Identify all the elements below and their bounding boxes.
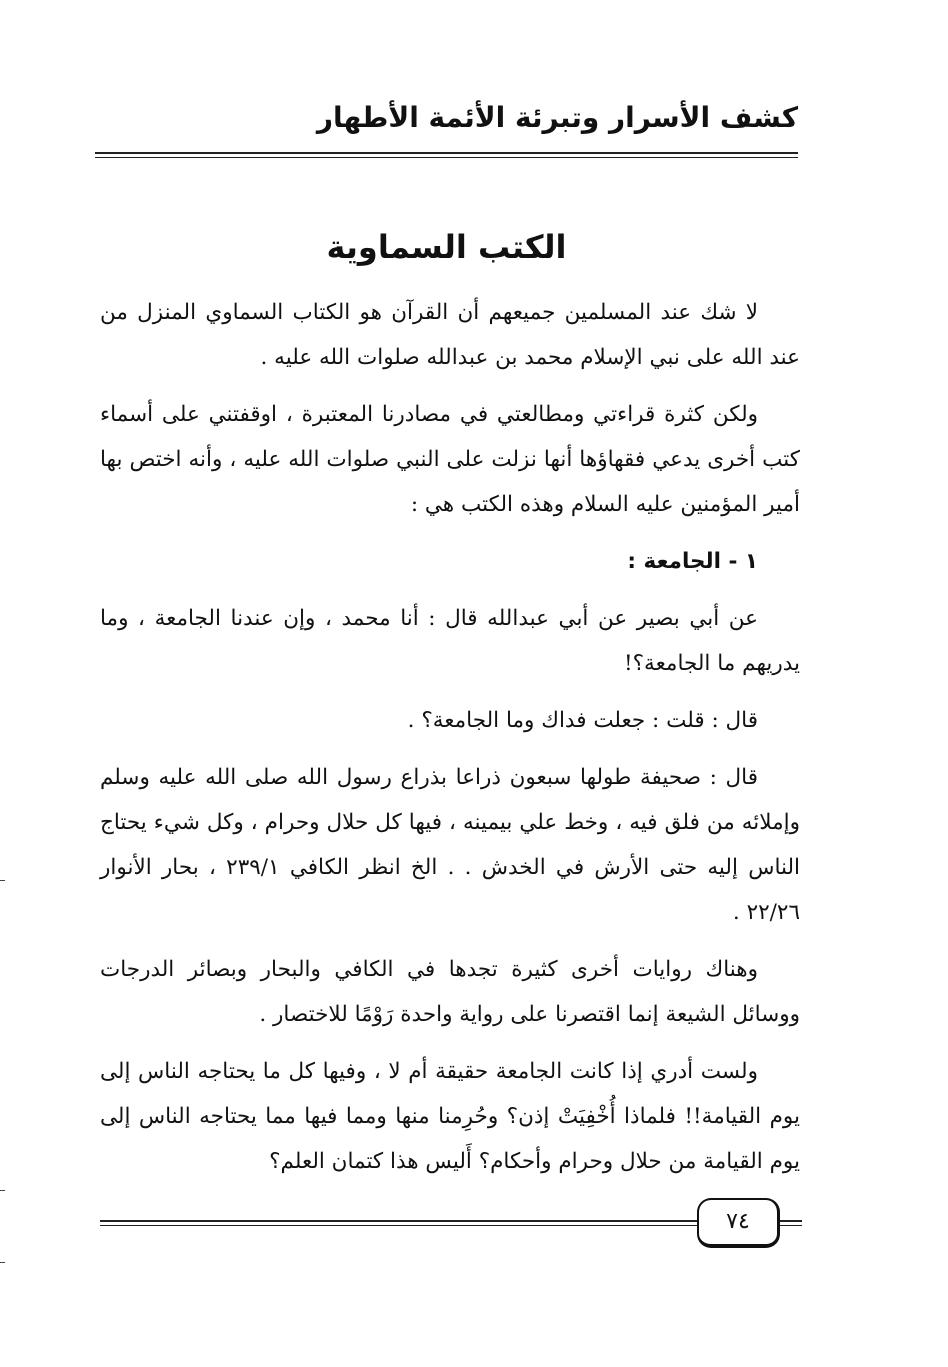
- header-double-rule: [95, 152, 798, 158]
- paragraph-7: ولست أدري إذا كانت الجامعة حقيقة أم لا ، وفيها كل ما يحتاجه الناس إلى يوم القيامة!! فلماذا أُخْفِيَتْ إذن؟ وحُرِمنا منها ومما فيها مما يحتاجه الناس إلى يوم القيامة من حلال وحرام وأحكام؟ أَليس هذا كتمان العلم؟: [100, 1059, 800, 1174]
- running-header-title: كشف الأسرار وتبرئة الأئمة الأطهار: [316, 101, 798, 134]
- paragraph-3: عن أبي بصير عن أبي عبدالله قال : أنا محمد ، وإن عندنا الجامعة ، وما يدريهم ما الجامعة؟!: [100, 606, 800, 676]
- paragraph-1: لا شك عند المسلمين جميعهم أن القرآن هو الكتاب السماوي المنزل من عند الله على نبي الإسلام محمد بن عبدالله صلوات الله عليه .: [100, 300, 800, 370]
- page-number: ٧٤: [697, 1198, 780, 1248]
- footer-double-rule-right: [780, 1220, 802, 1226]
- paragraph-6: وهناك روايات أخرى كثيرة تجدها في الكافي والبحار وبصائر الدرجات ووسائل الشيعة إنما اقتصرنا على رواية واحدة رَوْمًا للاختصار .: [100, 957, 800, 1027]
- paragraph-5: قال : صحيفة طولها سبعون ذراعا بذراع رسول الله صلى الله عليه وسلم وإملائه من فلق فيه ، وخط علي بيمينه ، فيها كل حلال وحرام ، وكل شيء يحتاج الناس إليه حتى الأرش في الخدش . . الخ انظر الكافي ٢٣٩/١ ، بحار الأنوار ٢٢/٢٦ .: [100, 765, 801, 925]
- subheading-jamia: ١ - الجامعة :: [627, 549, 758, 574]
- footer-double-rule-left: [100, 1220, 697, 1226]
- paragraph-4: قال : قلت : جعلت فداك وما الجامعة؟ .: [407, 708, 758, 733]
- scan-edge-mark: [0, 1262, 5, 1263]
- section-title: الكتب السماوية: [326, 228, 567, 266]
- body-text: [100, 290, 800, 1196]
- paragraph-2: ولكن كثرة قراءتي ومطالعتي في مصادرنا المعتبرة ، اوقفتني على أسماء كتب أخرى يدعي فقهاؤها أنها نزلت على النبي صلوات الله عليه ، وأنه اختص بها أمير المؤمنين عليه السلام وهذه الكتب هي :: [100, 402, 800, 517]
- scan-edge-mark: [0, 1190, 5, 1191]
- scan-edge-mark: [0, 880, 5, 881]
